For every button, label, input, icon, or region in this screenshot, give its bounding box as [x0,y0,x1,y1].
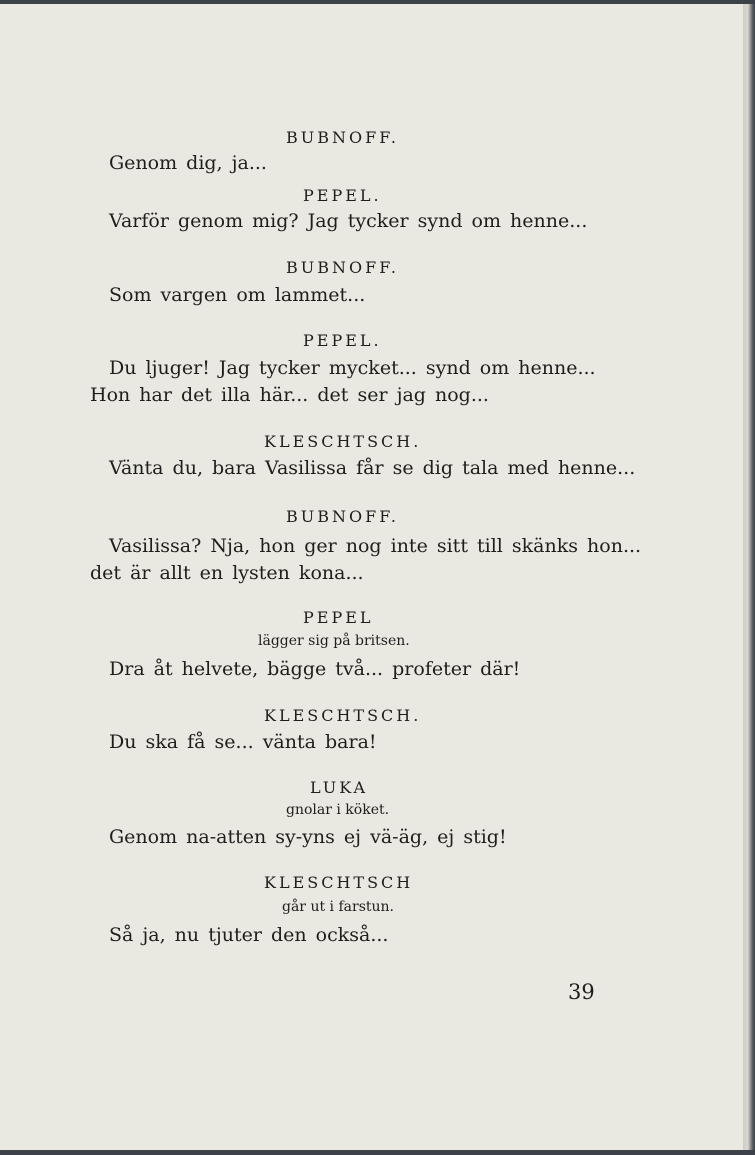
dialogue-line: Vasilissa? Nja, hon ger nog inte sitt till skänks hon... [109,535,642,557]
dialogue-line: Genom na-atten sy-yns ej vä-äg, ej stig! [109,826,507,848]
dialogue-line: det är allt en lysten kona... [90,562,364,584]
speaker-name: BUBNOFF. [286,128,399,147]
speaker-name: PEPEL. [303,331,382,350]
speaker-name: KLESCHTSCH [264,873,414,892]
page-number: 39 [568,980,595,1004]
page-edge [743,4,755,1150]
dialogue-line: Varför genom mig? Jag tycker synd om henne... [109,210,588,232]
dialogue-line: Hon har det illa här... det ser jag nog... [90,384,489,406]
dialogue-line: Genom dig, ja... [109,152,267,174]
dialogue-line: Du ljuger! Jag tycker mycket... synd om henne... [109,357,596,379]
speaker-name: KLESCHTSCH. [264,706,422,725]
dialogue-line: Som vargen om lammet... [109,284,366,306]
speaker-name: KLESCHTSCH. [264,432,422,451]
stage-direction: lägger sig på britsen. [258,633,410,649]
speaker-name: BUBNOFF. [286,507,399,526]
dialogue-line: Så ja, nu tjuter den också... [109,924,389,946]
speaker-name: PEPEL [303,608,374,627]
stage-direction: går ut i farstun. [282,899,394,915]
dialogue-line: Du ska få se... vänta bara! [109,731,377,753]
speaker-name: BUBNOFF. [286,258,399,277]
speaker-name: LUKA [310,778,369,797]
speaker-name: PEPEL. [303,186,382,205]
dialogue-line: Vänta du, bara Vasilissa får se dig tala med henne... [109,457,636,479]
stage-direction: gnolar i köket. [286,802,390,818]
book-page [0,4,743,1150]
dialogue-line: Dra åt helvete, bägge två... profeter där! [109,658,521,680]
